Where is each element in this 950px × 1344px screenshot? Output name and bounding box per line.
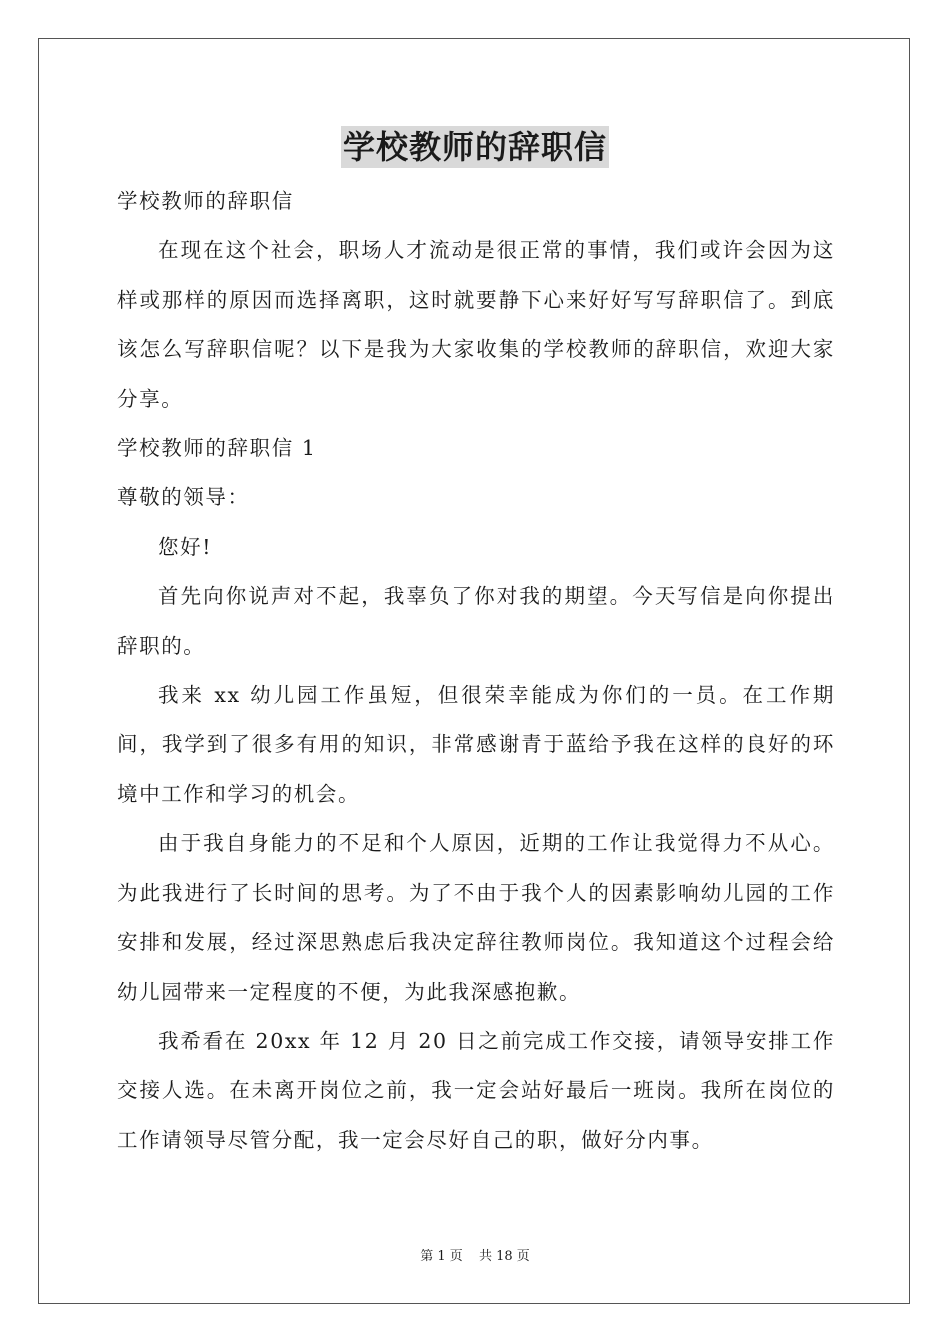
paragraph: 首先向你说声对不起，我辜负了你对我的期望。今天写信是向你提出辞职的。 — [117, 584, 835, 658]
document-title: 学校教师的辞职信 — [342, 128, 607, 166]
page-footer — [0, 1245, 950, 1264]
paragraph: 您好! — [158, 534, 213, 559]
paragraph: 我希看在 20xx 年 12 月 20 日之前完成工作交接，请领导安排工作交接人选。在未离开岗位之前，我一定会站好最后一班岗。我所在岗位的工作请领导尽管分配，我一定会尽好自己的职，做好分内事。 — [117, 1028, 835, 1152]
paragraph: 学校教师的辞职信 1 — [117, 436, 317, 461]
title-container — [0, 126, 950, 168]
paragraph: 尊敬的领导： — [117, 485, 250, 510]
page-total: 共 18 页 — [478, 1249, 530, 1264]
paragraph: 由于我自身能力的不足和个人原因，近期的工作让我觉得力不从心。为此我进行了长时间的思考。为了不由于我个人的因素影响幼儿园的工作安排和发展，经过深思熟虑后我决定辞往教师岗位。我知道这个过程会给幼儿园带来一定程度的不便，为此我深感抱歉。 — [117, 831, 835, 1004]
page-number: 第 1 页 — [420, 1249, 463, 1264]
paragraph: 我来 xx 幼儿园工作虽短，但很荣幸能成为你们的一员。在工作期间，我学到了很多有用的知识，非常感谢青于蓝给予我在这样的良好的环境中工作和学习的机会。 — [117, 683, 835, 806]
paragraph: 学校教师的辞职信 — [117, 189, 294, 213]
paragraph: 在现在这个社会，职场人才流动是很正常的事情，我们或许会因为这样或那样的原因而选择离职，这时就要静下心来好好写写辞职信了。到底该怎么写辞职信呢？以下是我为大家收集的学校教师的辞职信，欢迎大家分享。 — [117, 238, 835, 411]
document-body — [117, 177, 835, 1165]
